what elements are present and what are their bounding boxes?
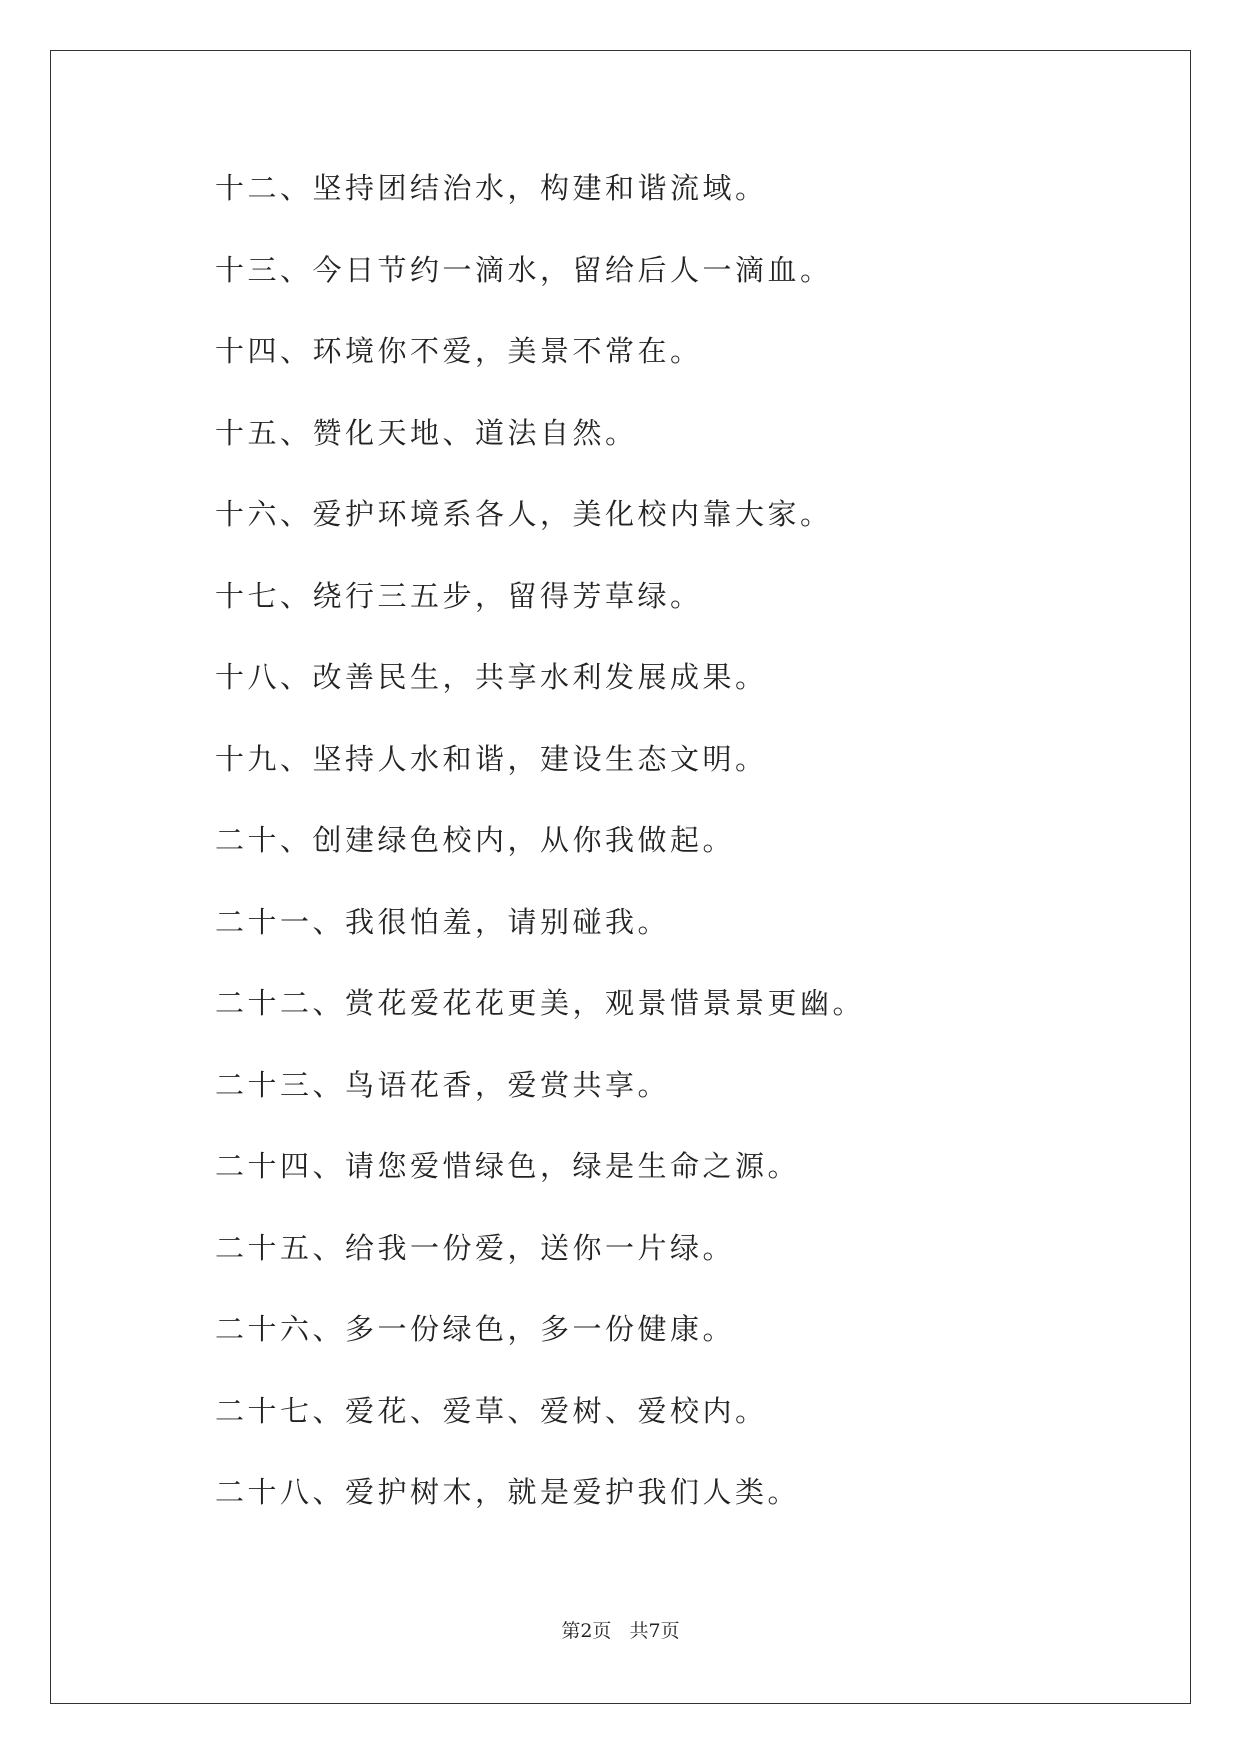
list-item: 二十、创建绿色校内，从你我做起。 [215, 823, 736, 857]
list-item: 二十八、爱护树木，就是爱护我们人类。 [215, 1475, 801, 1509]
slogan-list [215, 168, 1115, 1554]
list-item: 十五、赞化天地、道法自然。 [215, 415, 638, 450]
list-item: 十六、爱护环境系各人，美化校内靠大家。 [215, 497, 833, 531]
list-item: 二十三、鸟语花香，爱赏共享。 [215, 1067, 671, 1102]
page-number-footer: 第2页 共7页 [561, 1620, 680, 1642]
list-item: 十四、环境你不爱，美景不常在。 [215, 334, 703, 368]
list-item: 二十七、爱花、爱草、爱树、爱校内。 [215, 1393, 768, 1428]
list-item: 十八、改善民生，共享水利发展成果。 [215, 660, 768, 694]
list-item: 十七、绕行三五步，留得芳草绿。 [215, 578, 703, 613]
list-item: 二十一、我很怕羞，请别碰我。 [215, 904, 671, 939]
list-item: 二十二、赏花爱花花更美，观景惜景景更幽。 [215, 986, 866, 1020]
list-item: 十九、坚持人水和谐，建设生态文明。 [215, 741, 768, 776]
list-item: 二十六、多一份绿色，多一份健康。 [215, 1312, 736, 1346]
list-item: 十二、坚持团结治水，构建和谐流域。 [215, 171, 768, 205]
list-item: 十三、今日节约一滴水，留给后人一滴血。 [215, 252, 833, 287]
list-item: 二十五、给我一份爱，送你一片绿。 [215, 1230, 736, 1265]
list-item: 二十四、请您爱惜绿色，绿是生命之源。 [215, 1149, 801, 1183]
